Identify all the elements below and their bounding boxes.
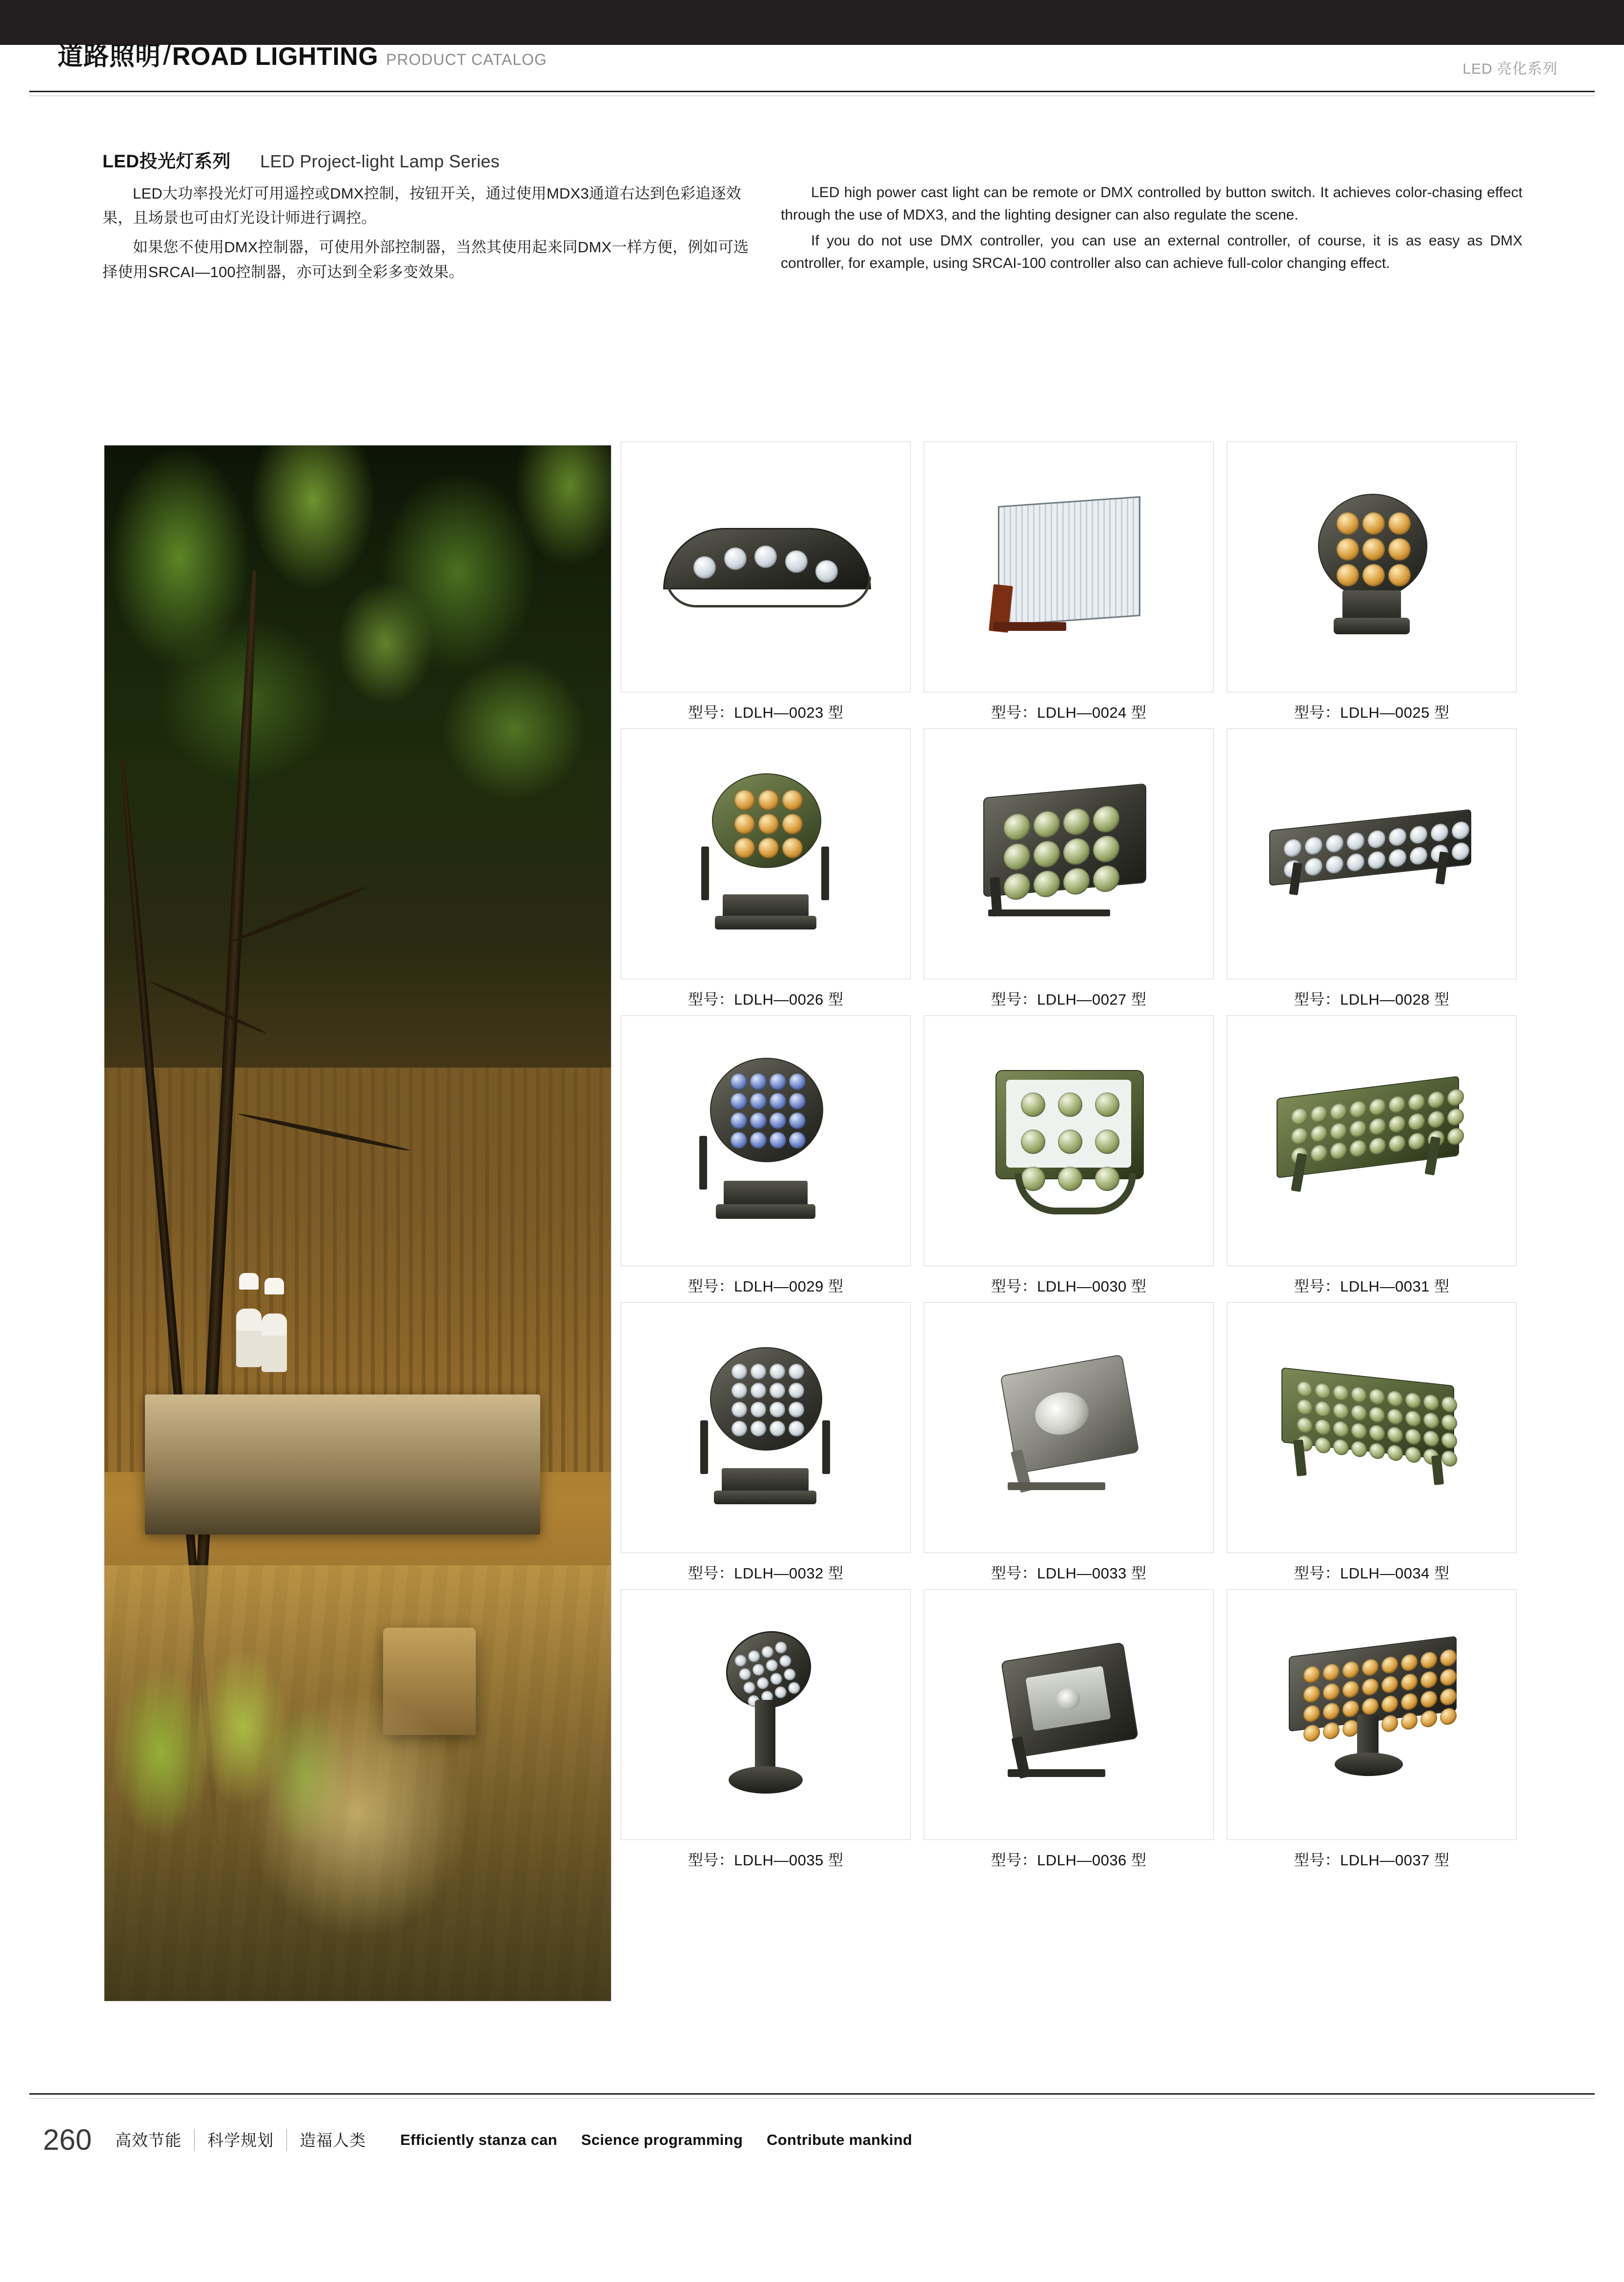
product-caption: 型号：LDLH—0025 型 — [1294, 704, 1450, 721]
lamp-art-round-amber-base — [692, 773, 839, 934]
product-caption: 型号：LDLH—0036 型 — [991, 1852, 1147, 1869]
lamp-art-array-36-green — [1267, 1367, 1477, 1489]
product-caption: 型号：LDLH—0024 型 — [991, 704, 1147, 721]
footer-slogan-en-1: Efficiently stanza can — [400, 2131, 557, 2148]
product-grid — [621, 442, 1519, 1876]
header-title-group — [58, 40, 547, 69]
section-title-en: LED Project-light Lamp Series — [260, 151, 500, 171]
product-image-frame — [621, 728, 911, 979]
product-caption: 型号：LDLH—0035 型 — [688, 1852, 844, 1869]
lamp-art-panel-flood — [988, 496, 1149, 638]
intro-paragraph-en-1: LED high power cast light can be remote or DMX controlled by button switch. It achieves color-chasing effect through the use of MDX3, and the lighting designer can also regulate the scene. — [781, 184, 1522, 223]
lamp-art-rect-array-green — [1267, 1077, 1477, 1204]
product-cell-ldlh-0030[interactable] — [924, 1015, 1214, 1296]
footer-slogan-cn-3: 造福人类 — [300, 2131, 366, 2149]
page-header — [0, 0, 1624, 102]
product-cell-ldlh-0031[interactable] — [1227, 1015, 1517, 1296]
product-caption: 型号：LDLH—0023 型 — [688, 704, 844, 721]
intro-title-row — [102, 146, 1542, 173]
header-slash: / — [163, 38, 171, 71]
product-image-frame — [924, 1015, 1214, 1266]
product-cell-ldlh-0035[interactable] — [621, 1589, 911, 1870]
intro-paragraph-en-2: If you do not use DMX controller, you can use an external controller, of course, it is as easy as DMX controller, for example, using SRCAI-100 controller also can achieve full-color changing effect. — [781, 233, 1522, 271]
lamp-art-spike-round-dark — [697, 1627, 834, 1802]
product-caption: 型号：LDLH—0028 型 — [1294, 991, 1450, 1008]
product-caption: 型号：LDLH—0026 型 — [688, 991, 844, 1008]
product-caption: 型号：LDLH—0029 型 — [688, 1278, 844, 1295]
product-image-frame — [621, 1015, 911, 1266]
product-caption: 型号：LDLH—0032 型 — [688, 1565, 844, 1582]
photo-chef-hat — [264, 1278, 284, 1294]
header-rule — [29, 91, 1595, 92]
product-caption: 型号：LDLH—0033 型 — [991, 1565, 1147, 1582]
product-cell-ldlh-0033[interactable] — [924, 1302, 1214, 1583]
product-image-frame — [924, 1302, 1214, 1553]
intro-section — [102, 146, 1542, 289]
product-cell-ldlh-0023[interactable] — [621, 442, 911, 722]
product-row — [621, 1589, 1519, 1870]
product-cell-ldlh-0032[interactable] — [621, 1302, 911, 1583]
footer-rule — [29, 2093, 1595, 2095]
product-image-frame — [621, 442, 911, 692]
product-cell-ldlh-0024[interactable] — [924, 442, 1214, 722]
product-cell-ldlh-0027[interactable] — [924, 728, 1214, 1009]
product-cell-ldlh-0029[interactable] — [621, 1015, 911, 1296]
product-image-frame — [924, 442, 1214, 692]
footer-slogan-cn-2: 科学规划 — [207, 2131, 274, 2149]
product-caption: 型号：LDLH—0034 型 — [1294, 1565, 1450, 1582]
product-cell-ldlh-0026[interactable] — [621, 728, 911, 1009]
product-row — [621, 728, 1519, 1009]
product-cell-ldlh-0025[interactable] — [1227, 442, 1517, 722]
footer-slogan-en — [400, 2131, 932, 2149]
photo-chef — [262, 1313, 287, 1372]
product-image-frame — [1227, 1302, 1517, 1553]
footer-slogan-en-3: Contribute mankind — [767, 2131, 913, 2148]
section-title-cn: LED投光灯系列 — [102, 151, 231, 171]
lamp-art-single-cob-grey — [988, 1354, 1149, 1501]
product-caption: 型号：LDLH—0027 型 — [991, 991, 1147, 1008]
header-title-en: ROAD LIGHTING — [172, 42, 379, 71]
intro-column-cn — [102, 182, 781, 289]
footer-slogan-en-2: Science programming — [581, 2131, 743, 2148]
product-image-frame — [1227, 1015, 1517, 1266]
photo-tree-canopy — [104, 445, 611, 1130]
header-title-cn: 道路照明 — [58, 42, 162, 71]
intro-paragraph-cn-2: 如果您不使用DMX控制器，可使用外部控制器，当然其使用起来同DMX一样方便，例如可选择使用SRCAI—100控制器，亦可达到全彩多变效果。 — [102, 239, 749, 281]
product-cell-ldlh-0037[interactable] — [1227, 1589, 1517, 1870]
photo-chef-hat — [239, 1273, 259, 1290]
photo-chef — [236, 1309, 262, 1367]
photo-buffet-counter — [145, 1394, 540, 1535]
product-caption: 型号：LDLH—0030 型 — [991, 1278, 1147, 1295]
lamp-art-single-cob-dark — [988, 1641, 1149, 1788]
lamp-art-rect-12led — [974, 786, 1164, 922]
header-series-label: LED 亮化系列 — [1462, 61, 1558, 77]
application-photo — [104, 445, 611, 2001]
product-cell-ldlh-0036[interactable] — [924, 1589, 1214, 1870]
product-caption: 型号：LDLH—0031 型 — [1294, 1278, 1450, 1295]
intro-paragraph-cn-1: LED大功率投光灯可用遥控或DMX控制，按钮开关，通过使用MDX3通道右达到色彩追逐效果，且场景也可由灯光设计师进行调控。 — [102, 185, 741, 227]
product-image-frame — [924, 1589, 1214, 1840]
product-caption: 型号：LDLH—0037 型 — [1294, 1852, 1450, 1869]
header-black-bar — [0, 0, 1624, 45]
product-image-frame — [621, 1589, 911, 1840]
product-row — [621, 1302, 1519, 1583]
lamp-art-square-9led-handle — [981, 1065, 1157, 1216]
photo-light-glow — [246, 1690, 469, 1939]
product-image-frame — [1227, 1589, 1517, 1840]
footer-slogan-cn-1: 高效节能 — [115, 2131, 182, 2149]
footer-content — [43, 2125, 932, 2155]
product-row — [621, 442, 1519, 722]
header-subtitle: PRODUCT CATALOG — [386, 51, 547, 68]
lamp-art-arc-bar — [663, 518, 868, 616]
lamp-art-bar-wash — [1257, 805, 1486, 903]
product-row — [621, 1015, 1519, 1296]
intro-column-en — [781, 182, 1522, 289]
product-image-frame — [924, 728, 1214, 979]
product-cell-ldlh-0034[interactable] — [1227, 1302, 1517, 1583]
product-cell-ldlh-0028[interactable] — [1227, 728, 1517, 1009]
product-image-frame — [1227, 728, 1517, 979]
lamp-art-array-36-stand — [1274, 1641, 1469, 1788]
page-number: 260 — [43, 2123, 92, 2156]
lamp-art-round-blue-base — [692, 1058, 839, 1224]
lamp-art-round-9led — [1308, 494, 1435, 640]
lamp-art-round-white-base — [692, 1347, 839, 1508]
product-image-frame — [621, 1302, 911, 1553]
product-image-frame — [1227, 442, 1517, 692]
intro-columns — [102, 182, 1542, 289]
footer-rule-thin — [29, 2098, 1595, 2099]
